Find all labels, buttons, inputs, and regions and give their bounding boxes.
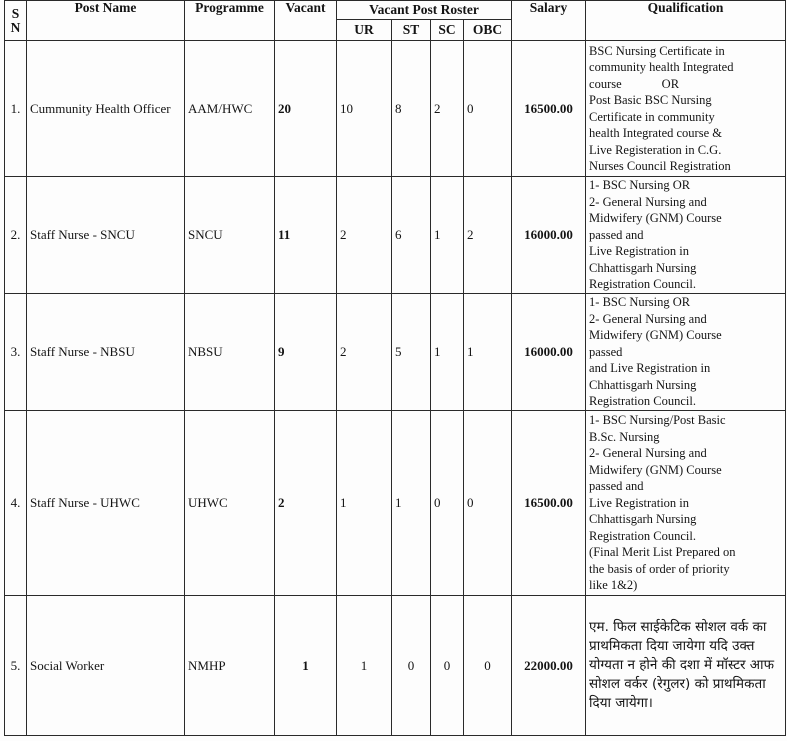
row-vacant: 20 bbox=[275, 41, 337, 177]
qual-line: Registration Council. bbox=[589, 528, 696, 543]
qual-line: (Final Merit List Prepared on bbox=[589, 545, 736, 560]
qual-line: 1- BSC Nursing/Post Basic bbox=[589, 413, 726, 428]
header-salary: Salary bbox=[512, 1, 586, 41]
row-vacant: 9 bbox=[275, 294, 337, 411]
table-row bbox=[5, 411, 786, 596]
qual-line: health Integrated course & bbox=[589, 126, 722, 140]
row-programme: NMHP bbox=[185, 596, 275, 736]
qual-line: Midwifery (GNM) Course bbox=[589, 211, 722, 226]
row-sc: 0 bbox=[431, 411, 464, 596]
qual-line: Chhattisgarh Nursing bbox=[589, 260, 697, 275]
qual-line: passed bbox=[589, 344, 623, 359]
header-st: ST bbox=[392, 20, 431, 41]
row-sn: 4. bbox=[5, 411, 27, 596]
row-st: 6 bbox=[392, 177, 431, 294]
row-vacant: 1 bbox=[275, 596, 337, 736]
table-row bbox=[5, 177, 786, 294]
row-st: 1 bbox=[392, 411, 431, 596]
row-sn: 2. bbox=[5, 177, 27, 294]
qual-line: Chhattisgarh Nursing bbox=[589, 377, 697, 392]
row-ur: 1 bbox=[337, 596, 392, 736]
qual-line: Certificate in community bbox=[589, 109, 715, 124]
qual-line: course OR bbox=[589, 76, 680, 91]
row-salary: 22000.00 bbox=[512, 596, 586, 736]
row-vacant: 2 bbox=[275, 411, 337, 596]
qual-line: B.Sc. Nursing bbox=[589, 429, 660, 444]
table-row bbox=[5, 294, 786, 411]
row-qualification bbox=[586, 41, 786, 177]
qual-line: Post Basic BSC Nursing bbox=[589, 93, 712, 107]
table-row bbox=[5, 596, 786, 736]
row-post: Cummunity Health Officer bbox=[27, 41, 185, 177]
row-st: 0 bbox=[392, 596, 431, 736]
qual-line: the basis of order of priority bbox=[589, 561, 730, 576]
qual-line: Live Registration in bbox=[589, 495, 690, 510]
row-obc: 0 bbox=[464, 596, 512, 736]
row-ur: 2 bbox=[337, 177, 392, 294]
table-row bbox=[5, 41, 786, 177]
row-obc: 0 bbox=[464, 41, 512, 177]
qual-line: 1- BSC Nursing OR bbox=[589, 295, 691, 310]
qual-line: 2- General Nursing and bbox=[589, 446, 707, 461]
qual-line: Midwifery (GNM) Course bbox=[589, 328, 722, 343]
qual-line: community health Integrated bbox=[589, 60, 734, 74]
qual-line: Nurses Council Registration bbox=[589, 159, 731, 173]
row-post: Social Worker bbox=[27, 596, 185, 736]
row-salary: 16500.00 bbox=[512, 411, 586, 596]
row-ur: 1 bbox=[337, 411, 392, 596]
header-ur: UR bbox=[337, 20, 392, 41]
qual-line: Live Registration in bbox=[589, 244, 690, 259]
row-programme: SNCU bbox=[185, 177, 275, 294]
qual-line: BSC Nursing Certificate in bbox=[589, 43, 725, 58]
header-qualification: Qualification bbox=[586, 1, 786, 41]
header-sc: SC bbox=[431, 20, 464, 41]
row-programme: AAM/HWC bbox=[185, 41, 275, 177]
qual-line: like 1&2) bbox=[589, 578, 638, 593]
row-obc: 0 bbox=[464, 411, 512, 596]
qual-line: Live Registeration in C.G. bbox=[589, 142, 722, 157]
qual-line: Midwifery (GNM) Course bbox=[589, 462, 722, 477]
qual-line: Registration Council. bbox=[589, 394, 696, 409]
row-post: Staff Nurse - NBSU bbox=[27, 294, 185, 411]
row-qualification bbox=[586, 177, 786, 294]
header-obc: OBC bbox=[464, 20, 512, 41]
row-post: Staff Nurse - SNCU bbox=[27, 177, 185, 294]
row-obc: 1 bbox=[464, 294, 512, 411]
row-ur: 10 bbox=[337, 41, 392, 177]
qual-line: 2- General Nursing and bbox=[589, 311, 707, 326]
row-qualification bbox=[586, 411, 786, 596]
row-sc: 2 bbox=[431, 41, 464, 177]
qual-text-hindi: एम. फिल साईकेटिक सोशल वर्क का प्राथमिकता दिया जायेगा यदि उक्त योग्यता न होने की दशा में मॉस्टर आफ सोशल वर्कर (रेगुलर) को प्राथमिकता दिया जायेगा। bbox=[589, 619, 775, 711]
row-salary: 16500.00 bbox=[512, 41, 586, 177]
row-sc: 1 bbox=[431, 177, 464, 294]
qual-line: Chhattisgarh Nursing bbox=[589, 512, 697, 527]
header-roster: Vacant Post Roster bbox=[337, 1, 512, 20]
row-sc: 0 bbox=[431, 596, 464, 736]
vacancy-table bbox=[4, 0, 786, 736]
row-qualification bbox=[586, 596, 786, 736]
header-row bbox=[5, 1, 786, 20]
row-ur: 2 bbox=[337, 294, 392, 411]
row-st: 5 bbox=[392, 294, 431, 411]
qual-line: 1- BSC Nursing OR bbox=[589, 178, 691, 193]
row-qualification bbox=[586, 294, 786, 411]
qual-line: Registration Council. bbox=[589, 277, 696, 292]
header-post-name: Post Name bbox=[27, 1, 185, 41]
row-vacant: 11 bbox=[275, 177, 337, 294]
row-sn: 3. bbox=[5, 294, 27, 411]
row-post: Staff Nurse - UHWC bbox=[27, 411, 185, 596]
row-sn: 1. bbox=[5, 41, 27, 177]
row-programme: UHWC bbox=[185, 411, 275, 596]
row-programme: NBSU bbox=[185, 294, 275, 411]
qual-line: passed and bbox=[589, 479, 644, 494]
qual-line: passed and bbox=[589, 227, 644, 242]
row-obc: 2 bbox=[464, 177, 512, 294]
row-sc: 1 bbox=[431, 294, 464, 411]
row-sn: 5. bbox=[5, 596, 27, 736]
row-salary: 16000.00 bbox=[512, 177, 586, 294]
qual-line: 2- General Nursing and bbox=[589, 194, 707, 209]
header-sn: S N bbox=[5, 1, 27, 41]
header-programme: Programme bbox=[185, 1, 275, 41]
qual-line: and Live Registration in bbox=[589, 361, 711, 376]
header-vacant: Vacant bbox=[275, 1, 337, 41]
row-st: 8 bbox=[392, 41, 431, 177]
row-salary: 16000.00 bbox=[512, 294, 586, 411]
